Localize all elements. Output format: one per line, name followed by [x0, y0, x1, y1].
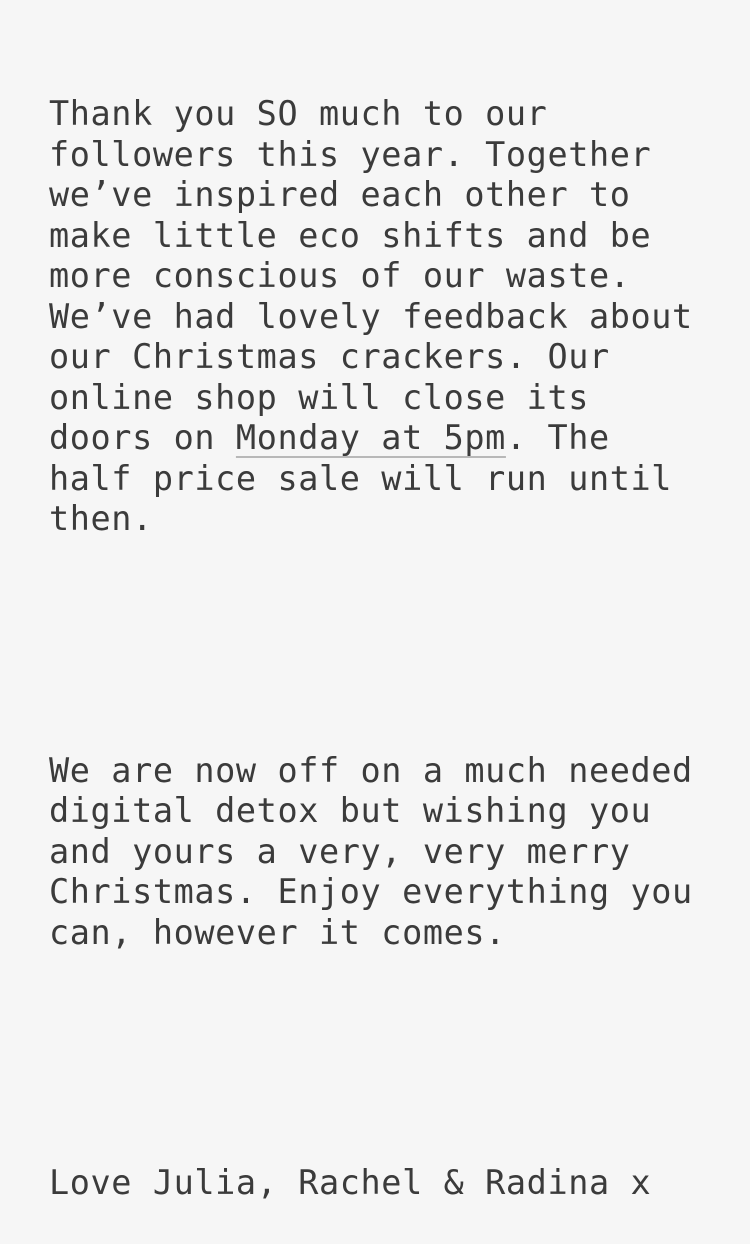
date-link[interactable]: Monday at 5pm [235, 418, 506, 457]
text-line: then. [49, 499, 153, 538]
paragraph-spacer [49, 621, 739, 670]
text-line [49, 418, 739, 459]
text-line: digital detox but wishing you [49, 791, 652, 830]
text-line: half price sale will run until [49, 458, 673, 498]
text-line: our Christmas crackers. Our [49, 337, 610, 376]
text-line: we’ve inspired each other to [49, 175, 631, 214]
note-body [49, 13, 739, 1244]
text-span: doors on [49, 418, 236, 457]
text-line: Thank you SO much to our [49, 94, 548, 133]
text-line: more conscious of our waste. [49, 256, 631, 295]
text-line: Christmas. Enjoy everything you [49, 872, 693, 911]
text-line: and yours a very, very merry [49, 831, 631, 871]
text-line: can, however it comes. [49, 912, 506, 952]
paragraph-digital-detox [49, 751, 739, 954]
text-line: followers this year. Together [49, 134, 652, 174]
text-line: We are now off on a much needed [49, 750, 693, 790]
text-span: . The [505, 418, 610, 457]
text-line: We’ve had lovely feedback about [49, 296, 693, 336]
paragraph-spacer [49, 1034, 739, 1082]
signoff: Love Julia, Rachel & Radina x [49, 1163, 652, 1202]
paragraph-thank-you [49, 94, 739, 540]
text-line: make little eco shifts and be [49, 215, 652, 255]
text-line: online shop will close its [49, 377, 589, 417]
